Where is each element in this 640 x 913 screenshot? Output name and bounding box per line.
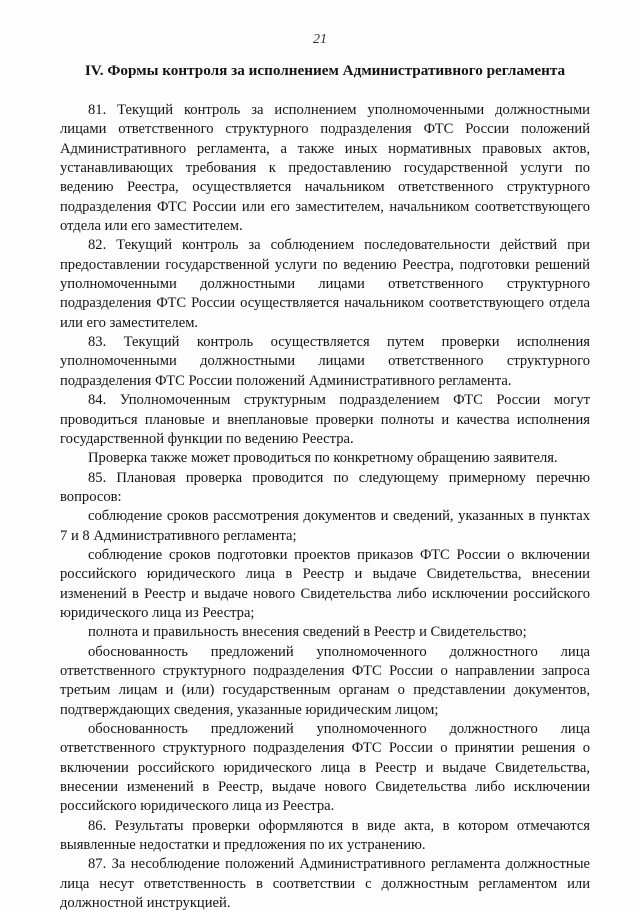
paragraph-85: 85. Плановая проверка проводится по следующему примерному перечню вопросов:	[60, 469, 590, 505]
paragraph-82: 82. Текущий контроль за соблюдением последовательности действий при предоставлении государственной услуги по ведению Реестра, подготовки решений уполномоченными должностными лицами ответственного структурного подразделения ФТС России осуществляется начальником соответствующего отдела или его заместителем.	[60, 237, 590, 331]
list-item-completeness: полнота и правильность внесения сведений в Реестр и Свидетельство;	[88, 624, 527, 641]
list-item-decision-proposals: обоснованность предложений уполномоченного должностного лица ответственного структурного подразделения ФТС России о принятии решения о включении российского юридического лица в Реестр и выдаче Свидетельства, внесении изменений в Реестр, выдаче нового Свидетельства либо исключении российского юридического лица из Реестра.	[60, 721, 590, 815]
list-item-order-drafts: соблюдение сроков подготовки проектов приказов ФТС России о включении российского юридического лица в Реестр и выдаче Свидетельства, внесении изменений в Реестр и выдаче нового Свидетельства либо исключении российского юридического лица из Реестра;	[60, 546, 590, 621]
paragraph-84-note: Проверка также может проводиться по конкретному обращению заявителя.	[88, 450, 558, 467]
section-heading: IV. Формы контроля за исполнением Административного регламента	[84, 62, 566, 79]
paragraph-87: 87. За несоблюдение положений Административного регламента должностные лица несут ответственность в соответствии с должностным регламентом или должностной инструкцией.	[60, 856, 590, 912]
paragraph-81: 81. Текущий контроль за исполнением уполномоченными должностными лицами ответственного структурного подразделения ФТС России положений Административного регламента, а также иных нормативных правовых актов, устанавливающих требования к предоставлению государственной услуги по ведению Реестра, осуществляется начальником ответственного структурного подразделения ФТС России или его заместителем, начальником соответствующего отдела или его заместителем.	[60, 102, 590, 235]
paragraph-86: 86. Результаты проверки оформляются в виде акта, в котором отмечаются выявленные недостатки и предложения по их устранению.	[60, 817, 590, 854]
paragraph-83: 83. Текущий контроль осуществляется путем проверки исполнения уполномоченными должностными лицами ответственного структурного подразделения ФТС России положений Административного регламента.	[60, 334, 590, 389]
paragraph-84: 84. Уполномоченным структурным подразделением ФТС России могут проводиться плановые и внеплановые проверки полноты и качества исполнения государственной функции по ведению Реестра.	[60, 392, 590, 447]
list-item-deadlines: соблюдение сроков рассмотрения документов и сведений, указанных в пунктах 7 и 8 Административного регламента;	[60, 508, 590, 544]
list-item-request-proposals: обоснованность предложений уполномоченного должностного лица ответственного структурного подразделения ФТС России о направлении запроса третьим лицам и (или) государственным органам о представлении документов, подтверждающих сведения, указанные юридическим лицом;	[60, 643, 590, 718]
document-body	[60, 101, 590, 913]
page-number: 21	[313, 32, 327, 47]
